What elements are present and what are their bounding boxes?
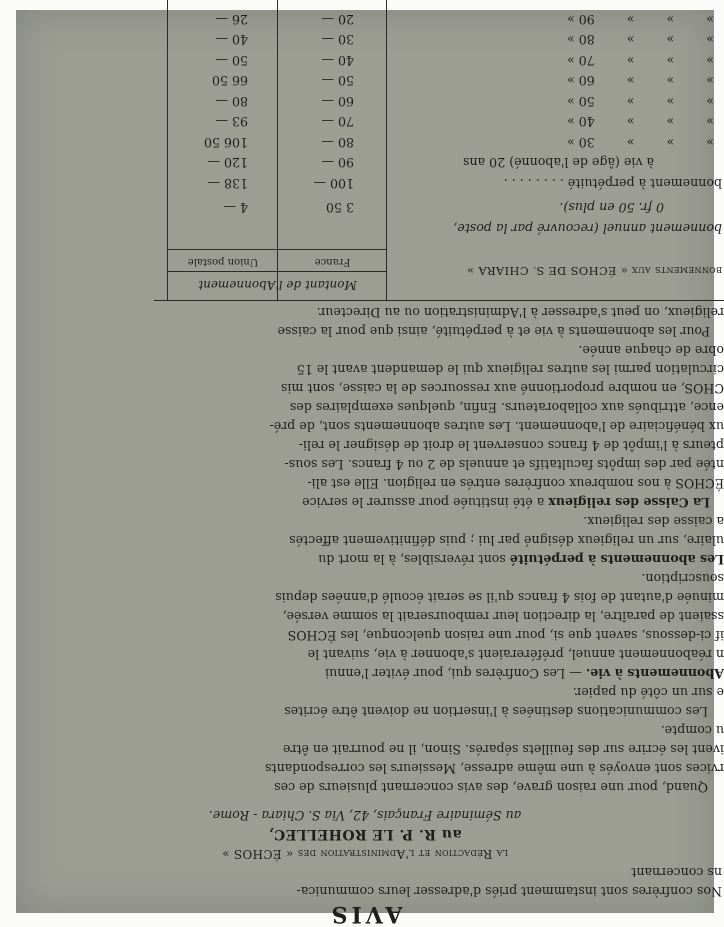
section-caisse-text-1: a été instituée pour assurer le service (302, 495, 548, 510)
table-row-label: » » » 60 » (567, 74, 714, 89)
section-caisse-line-8: circulation parmi les autres religieux qui le demandent avant le 15 (297, 362, 724, 377)
table-row-label: » » » 50 » (567, 94, 714, 109)
section-vie-line-1 (325, 666, 724, 681)
table-cell-france: 70 — (321, 115, 354, 130)
table-cell-union: 26 — (215, 12, 248, 27)
section-caisse-line-11: religieux, on peut s'adresser à l'Administration ou au Directeur. (317, 305, 724, 320)
table-cell-france: 20 — (321, 12, 354, 27)
table-row-label: 0 fr. 50 en plus). (560, 201, 665, 216)
section-caisse-line-1 (302, 495, 710, 510)
table-row-label: » » » 80 » (567, 33, 714, 48)
para-line-3: ivent les écrire sur des feuillets séparés. Sinon, il ne pourrait en être (283, 742, 724, 757)
table-cell-union: 50 — (215, 53, 248, 68)
section-vie-text-1: — Les Confrères qui, pour éviter l'ennui (325, 666, 586, 681)
section-caisse-line-4: pteurs à l'impôt de 4 francs conservent le droit de désigner le reli- (299, 438, 724, 453)
section-caisse-line-2: ÉCHOS à nos nombreux confrères entrés en religion. Elle est ali- (307, 476, 724, 491)
table-cell-union: 120 — (207, 156, 248, 171)
table-row-label: bonnement annuel (recouvré par la poste, (453, 221, 722, 236)
section-perpetuite-text-1: sont réversibles, à la mort du (318, 552, 510, 567)
section-vie-line-5: minuée d'autant de fois 4 francs qu'il se serait écoulé d'années depuis (275, 590, 724, 605)
table-cell-france: 3 50 (326, 201, 354, 216)
para-line-6: e sur un côté du papier. (573, 685, 724, 700)
section-vie-line-4: ssaient de paraître, la direction leur rembourserait la somme versée, (283, 609, 724, 624)
section-vie-line-2: n réabonnement annuel, préféreraient s'abonner à vie, suivant le (308, 647, 724, 662)
table-cell-union: 4 — (223, 201, 248, 216)
section-caisse-line-6: ence, attribués aux collaborateurs. Enfin, quelques exemplaires des (290, 400, 724, 415)
col-union-header: Union postale (168, 256, 278, 267)
amount-header: Montant de l'Abonnement (168, 278, 387, 292)
table-cell-union: 93 — (215, 115, 248, 130)
table-cell-union: 40 — (215, 33, 248, 48)
section-vie-line-3: if ci-dessous, savent que si, pour une raison quelconque, les ÉCHOS (288, 628, 724, 643)
section-caisse-line-10: Pour les abonnements à vie et à perpétuité, ainsi que pour la caisse (278, 324, 710, 339)
table-cell-france: 100 — (313, 176, 354, 191)
section-caisse-title: La Caisse des religieux (548, 495, 710, 510)
table-row-label: » » » 70 » (567, 53, 714, 68)
intro-line-1: Nos confrères sont instamment priés d'adresser leurs communica- (297, 884, 722, 899)
section-vie-line-6: souscription. (641, 571, 724, 586)
section-caisse-line-7: CHOS, en nombre proportionné aux ressources de la caisse, sont mis (281, 381, 724, 396)
table-row-label: » » » 90 » (567, 12, 714, 27)
para-line-4: u compte. (661, 723, 724, 738)
table-cell-france: 30 — (321, 33, 354, 48)
rate-table (154, 0, 724, 301)
section-caisse-line-3: ntée par des impôts facultatifs et annuels de 2 ou 4 francs. Les sous- (285, 457, 724, 472)
para-line-1: Quand, pour une raison grave, des avis concernant plusieurs de ces (274, 780, 708, 795)
table-cell-union: 80 — (215, 94, 248, 109)
address-line-3: au Séminaire Français, 42, Via S. Chiara - Rome. (16, 808, 714, 823)
address-line-2: au R. P. LE ROHELLEC, (16, 826, 714, 842)
section-caisse-line-9: obre de chaque année. (578, 343, 724, 358)
table-cell-union: 138 — (207, 176, 248, 191)
para-line-5: Les communications destinées à l'insertion ne doivent être écrites (284, 704, 708, 719)
scanned-page (16, 10, 714, 913)
section-caisse-line-5: ux bénéficiaire de l'abonnement. Les autres abonnements sont, de pré- (270, 419, 724, 434)
table-cell-france: 50 — (321, 74, 354, 89)
table-cell-france: 90 — (321, 156, 354, 171)
table-cell-france: 40 — (321, 53, 354, 68)
table-cell-union: 66 50 (212, 74, 248, 89)
section-perpetuite-line-3: a caisse des religieux. (583, 514, 724, 529)
section-vie-title: Abonnements à vie. (586, 666, 724, 681)
table-cell-france: 60 — (321, 94, 354, 109)
table-row-label: » » » 40 » (567, 115, 714, 130)
table-title: bonnements aux « ÉCHOS DE S. CHIARA » (467, 264, 722, 278)
para-line-2: rvices sont envoyés à une même adresse, Messieurs les correspondants (265, 761, 724, 776)
heading: AVIS (16, 901, 714, 927)
table-row-label: à vie (âge de l'abonné) 20 ans (463, 156, 654, 171)
col-france-header: France (278, 256, 387, 267)
table-cell-union: 106 50 (204, 135, 248, 150)
table-cell-france: 80 — (321, 135, 354, 150)
rotated-content (16, 10, 714, 913)
section-perpetuite-line-2: ulaire, sur un religieux désigné par lui ; puis définitivement affectés (289, 533, 724, 548)
intro-line-2: ns concernant (631, 865, 722, 880)
table-row-label: bonnement à perpétuité . . . . . . . . (504, 176, 722, 191)
section-perpetuite-title: Les abonnements à perpétuité (510, 552, 724, 567)
address-line-1: la Rédaction et l'Administration des « ÉCHOS » (16, 847, 714, 861)
table-row-label: » » » 30 » (567, 135, 714, 150)
section-perpetuite-line-1 (318, 552, 724, 567)
